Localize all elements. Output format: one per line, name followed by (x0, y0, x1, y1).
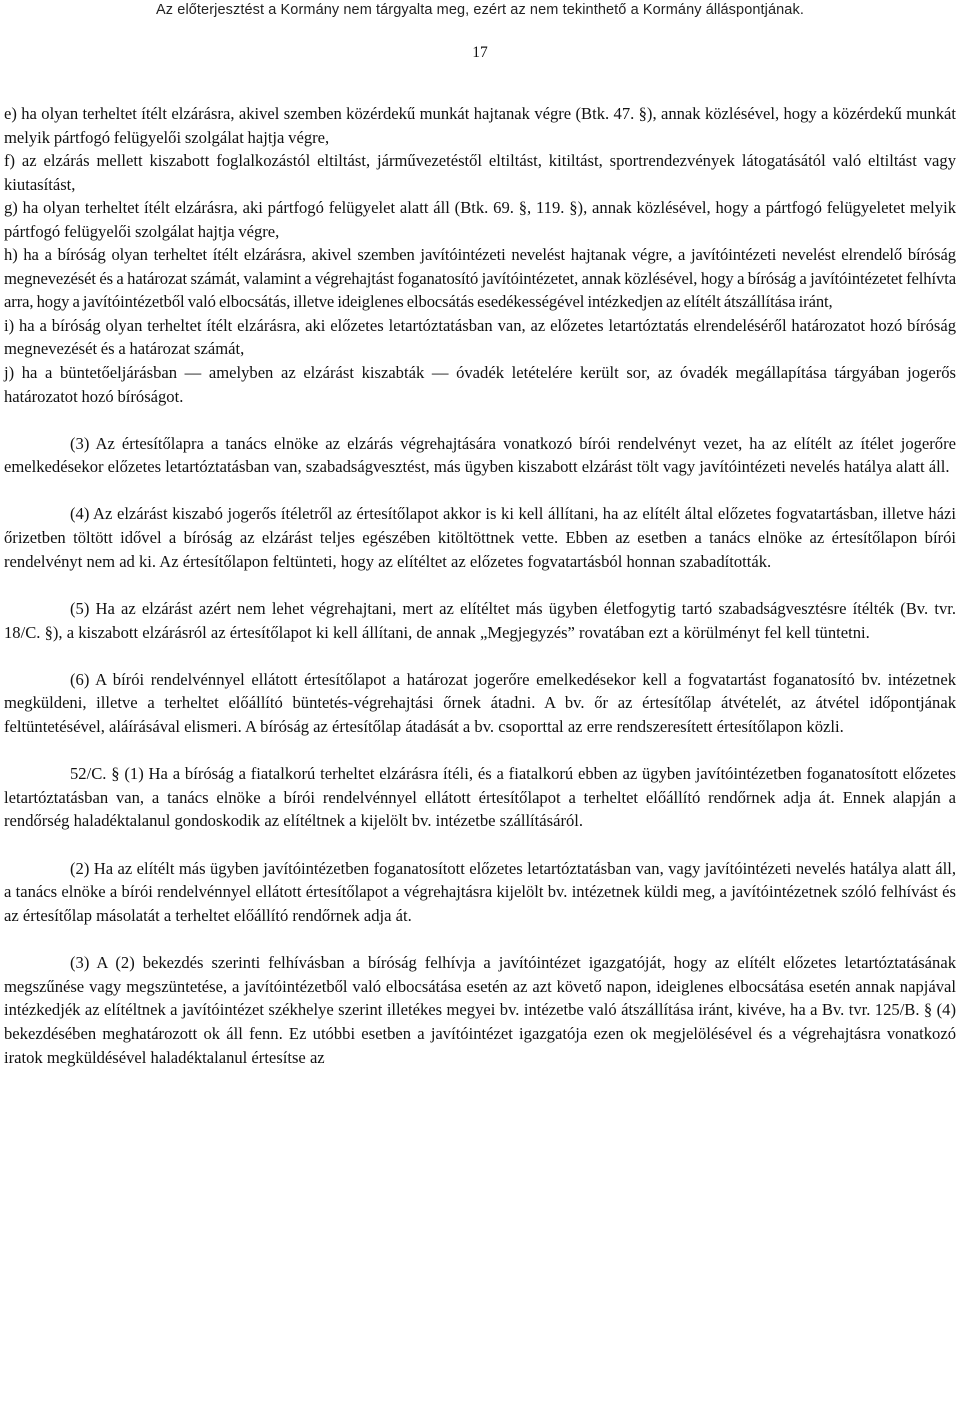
paragraph-3: (3) Az értesítőlapra a tanács elnöke az elzárás végrehajtására vonatkozó bírói rendelvényt vezet, ha az elítélt az ítélet jogerőre emelkedésekor előzetes letartóztatásban van, szabadságvesztést, más ügyben kiszabott elzárást tölt vagy javítóintézeti nevelés hatálya alatt áll. (4, 433, 956, 477)
paragraph-5: (5) Ha az elzárást azért nem lehet végrehajtani, mert az elítéltet más ügyben életfogytig tartó szabadságvesztésre ítélték (Bv. tvr. 18/C. §), a kiszabott elzárásról az értesítőlapot ki kell állítani, de annak „Megjegyzés” rovatában ezt a körülményt fel kell tüntetni. (4, 598, 956, 642)
list-item-j: j) ha a büntetőeljárásban ― amelyben az elzárást kiszabták ― óvadék letételére került sor, az óvadék megállapítása tárgyában jogerős határozatot hozó bíróságot. (4, 363, 956, 406)
section-52c-paragraph-2: (2) Ha az elítélt más ügyben javítóintézetben foganatosított előzetes letartóztatásban van, vagy javítóintézeti nevelés hatálya alatt áll, a tanács elnöke a bírói rendelvénnyel ellátott értesítőlapot a végrehajtásra kijelölt bv. intézetnek küldi meg, a javítóintézetnek szóló felhívást és az értesítőlap másolatát a terheltet előállító rendőrnek adja át. (4, 858, 956, 925)
section-52c-paragraph-1: 52/C. § (1) Ha a bíróság a fiatalkorú terheltet elzárásra ítéli, és a fiatalkorú ebben az ügyben javítóintézetben foganatosított előzetes letartóztatásban van, a tanács elnöke a bírói rendelvénnyel ellátott értesítőlapot a terheltet előállító rendőrnek adja át. Ennek alapján a rendőrség haladéktalanul gondoskodik az elítéltnek a kijelölt bv. intézetbe szállításáról. (4, 764, 956, 831)
section-52c-paragraph-3: (3) A (2) bekezdés szerinti felhívásban a bíróság felhívja a javítóintézet igazgatóját, hogy az elítélt előzetes letartóztatásának megszűnése vagy megszüntetése, a javítóintézetből való elbocsátása esetén az azt követő napon, ideiglenes elbocsátása esetén annak napjával intézkedjék az elítéltnek a javítóintézet székhelye szerint illetékes megyei bv. intézetbe való átszállítása iránt, kivéve, ha a Bv. tvr. 125/B. § (4) bekezdésében meghatározott ok áll fenn. Ez utóbbi esetben a javítóintézet igazgatója ezen ok megjelölésével és a végrehajtásra vonatkozó iratok megküldésével haladéktalanul értesítse az (4, 953, 956, 1067)
list-item-i: i) ha a bíróság olyan terheltet ítélt elzárásra, aki előzetes letartóztatásban van, az előzetes letartóztatás elrendeléséről határozatot hozó bíróság megnevezését és a határozat számát, (4, 315, 956, 359)
list-item-e: e) ha olyan terheltet ítélt elzárásra, akivel szemben közérdekű munkát hajtanak végre (Btk. 47. §), annak közlésével, hogy a közérdekű munkát melyik pártfogó felügyelői szolgálat hajtja végre, (4, 104, 956, 147)
page-number: 17 (472, 44, 488, 61)
list-item-h: h) ha a bíróság olyan terheltet ítélt elzárásra, akivel szemben javítóintézeti nevelést hajtanak végre, a javítóintézeti nevelést elrendelő bíróság megnevezését és a határozat számát, valamint a végrehajtást foganatosító javítóintézetet, annak közlésével, hogy a bíróság a javítóintézetet felhívta arra, hogy a javítóintézetből való elbocsátás, illetve ideiglenes elbocsátás esedékességével intézkedjen az elítélt átszállítása iránt, (4, 245, 956, 312)
document-body (4, 102, 956, 1069)
list-item-f: f) az elzárás mellett kiszabott foglalkozástól eltiltást, járművezetéstől eltiltást, kitiltást, sportrendezvények látogatásától való eltiltást vagy kiutasítást, (4, 151, 956, 194)
list-item-g: g) ha olyan terheltet ítélt elzárásra, aki pártfogó felügyelet alatt áll (Btk. 69. §, 119. §), annak közlésével, hogy a pártfogó felügyeletet melyik pártfogó felügyelői szolgálat hajtja végre, (4, 198, 956, 241)
paragraph-6: (6) A bírói rendelvénnyel ellátott értesítőlapot a határozat jogerőre emelkedésekor kell a fogvatartást foganatosító bv. intézetnek megküldeni, illetve a terheltet előállító büntetés-végrehajtási őrnek átadni. A bv. őr az értesítőlap átvételét, az átvétel időpontjának feltüntetésével, aláírásával elismeri. A bíróság az értesítőlap átadását a bv. csoporttal az erre rendszeresített értesítőlapon közli. (4, 669, 956, 737)
paragraph-4: (4) Az elzárást kiszabó jogerős ítéletről az értesítőlapot akkor is ki kell állítani, ha az elítélt által előzetes fogvatartásban, illetve házi őrizetben töltött idővel a bíróság az elzárást teljes egészében kitöltöttnek vette. Ebben az esetben a tanács elnöke az értesítőlapon bírói rendelvényt nem ad ki. Az értesítőlapon feltünteti, hogy az elítéltet az előzetes fogvatartásból honnan szabadították. (4, 504, 956, 571)
document-header-notice: Az előterjesztést a Kormány nem tárgyalta meg, ezért az nem tekinthető a Kormány álláspontjának. (156, 2, 804, 18)
enumerated-list (4, 102, 956, 408)
